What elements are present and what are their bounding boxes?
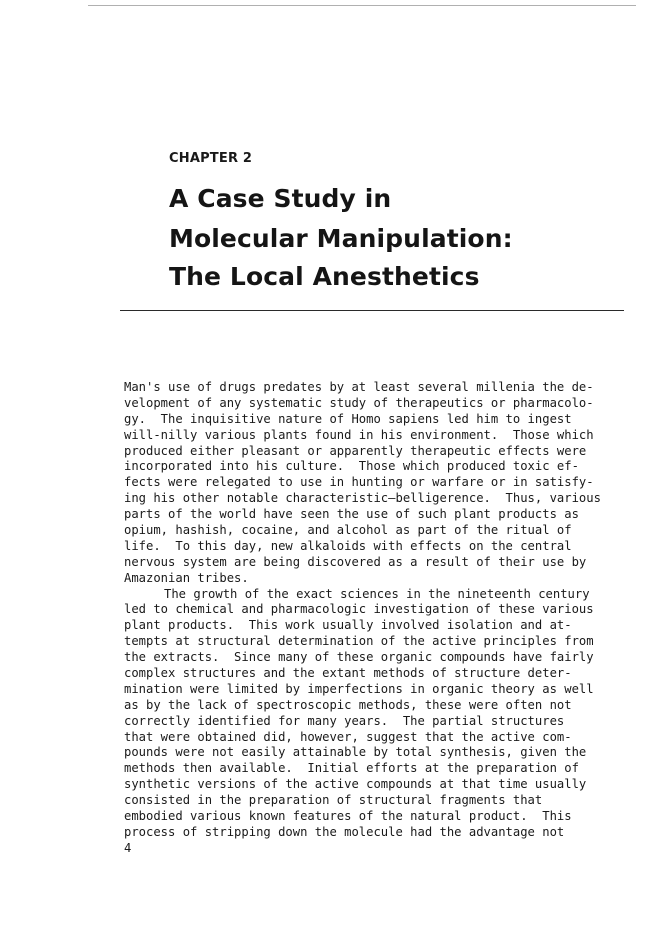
body-line: life. To this day, new alkaloids with effects on the central — [124, 538, 572, 553]
body-line: led to chemical and pharmacologic investigation of these various — [124, 602, 594, 617]
body-line: ing his other notable characteristic—belligerence. Thus, various — [124, 491, 601, 506]
body-line: fects were relegated to use in hunting or warfare or in satisfy- — [124, 475, 594, 490]
body-line: complex structures and the extant methods of structure deter- — [124, 666, 572, 681]
body-line: methods then available. Initial efforts at the preparation of — [124, 761, 579, 776]
body-line: incorporated into his culture. Those which produced toxic ef- — [124, 459, 579, 474]
body-line: nervous system are being discovered as a result of their use by — [124, 554, 587, 569]
body-line: parts of the world have seen the use of such plant products as — [124, 507, 579, 522]
body-line: consisted in the preparation of structural fragments that — [124, 793, 543, 808]
top-page-rule — [88, 5, 636, 6]
body-line: Amazonian tribes. — [124, 570, 249, 585]
body-line: that were obtained did, however, suggest that the active com- — [124, 729, 572, 744]
body-line-paragraph-start: The growth of the exact sciences in the nineteenth century — [164, 586, 590, 601]
body-line: opium, hashish, cocaine, and alcohol as part of the ritual of — [124, 523, 572, 538]
body-line: as by the lack of spectroscopic methods, these were often not — [124, 697, 572, 712]
body-line: produced either pleasant or apparently therapeutic effects were — [124, 443, 587, 458]
body-line: plant products. This work usually involved isolation and at- — [124, 618, 572, 633]
body-line: gy. The inquisitive nature of Homo sapiens led him to ingest — [124, 411, 572, 426]
body-line: process of stripping down the molecule had the advantage not — [124, 824, 565, 839]
body-line: velopment of any systematic study of therapeutics or pharmacolo- — [124, 395, 594, 410]
body-line: tempts at structural determination of the active principles from — [124, 634, 594, 649]
title-divider-rule — [120, 310, 624, 311]
body-line: synthetic versions of the active compounds at that time usually — [124, 777, 587, 792]
chapter-title-line-3: The Local Anesthetics — [169, 262, 480, 291]
chapter-title-line-2: Molecular Manipulation: — [169, 224, 513, 253]
body-text — [124, 380, 634, 857]
body-line: mination were limited by imperfections in organic theory as well — [124, 681, 594, 696]
body-line: correctly identified for many years. The partial structures — [124, 713, 565, 728]
chapter-title-line-1: A Case Study in — [169, 184, 392, 213]
body-line: the extracts. Since many of these organic compounds have fairly — [124, 650, 594, 665]
body-line: will-nilly various plants found in his environment. Those which — [124, 427, 594, 442]
body-line: Man's use of drugs predates by at least several millenia the de- — [124, 380, 594, 394]
page-number: 4 — [124, 840, 132, 855]
body-line: pounds were not easily attainable by total synthesis, given the — [124, 745, 587, 760]
body-line: embodied various known features of the natural product. This — [124, 809, 572, 824]
chapter-label: CHAPTER 2 — [169, 151, 253, 166]
